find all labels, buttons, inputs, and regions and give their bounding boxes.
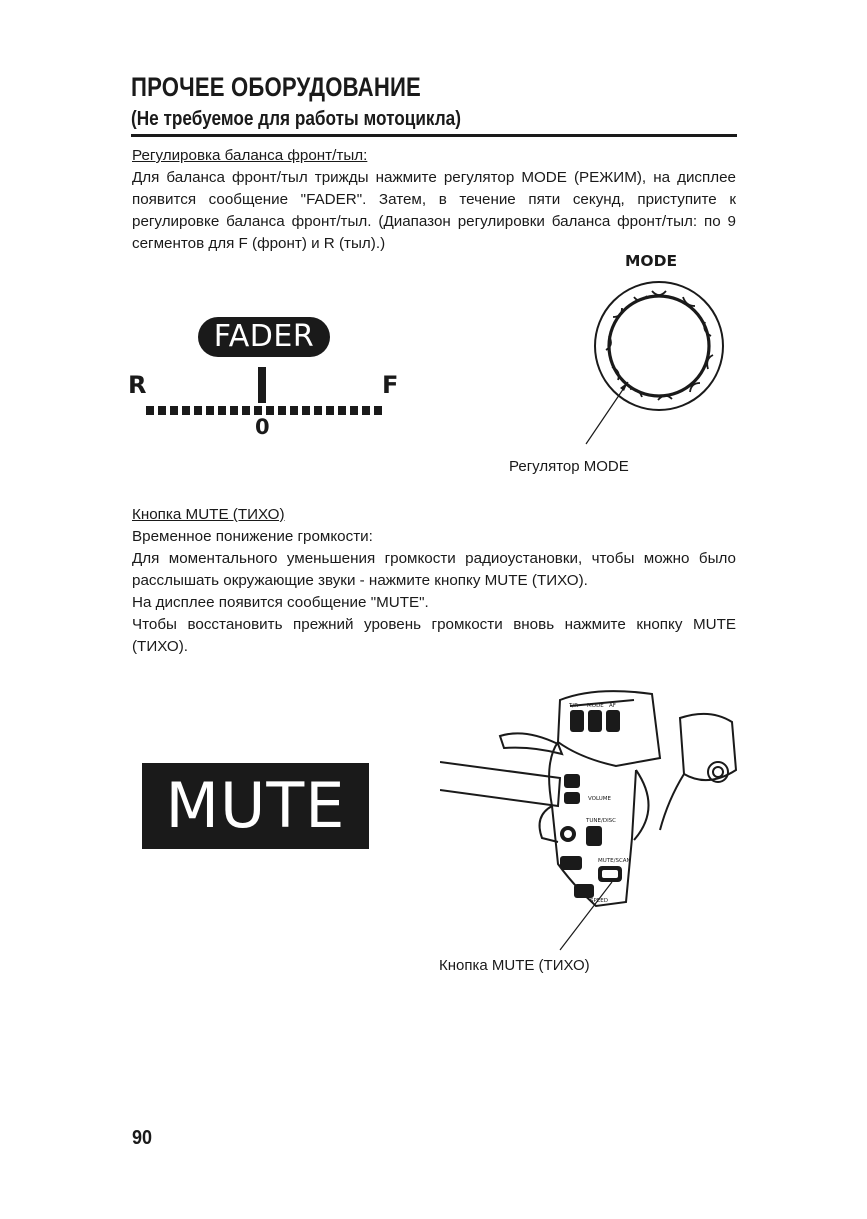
fader-segment-bar [146,406,382,415]
switch-label-speed: SPEED [590,898,608,904]
mode-label: MODE [625,252,678,270]
mute-section-text [132,504,736,658]
mode-pointer-line [560,380,630,450]
fader-rear-label: R [128,371,147,399]
mute-button-caption: Кнопка MUTE (ТИХО) [439,957,590,974]
handlebar-switch-illustration [440,688,740,953]
mute-heading: Кнопка MUTE (ТИХО) [132,506,285,523]
mute-line-2: Для моментального уменьшения громкости радиоустановки, чтобы можно было расслышать окружающие звуки - нажмите кнопку MUTE (ТИХО). [132,550,736,589]
fader-display-illustration [128,315,408,445]
fader-front-label: F [382,371,399,399]
fader-section-text [132,145,736,255]
switch-label-tune: TUNE/DISC [586,818,617,824]
mute-line-1: Временное понижение громкости: [132,528,373,545]
switch-label-volume: VOLUME [588,796,612,802]
title-divider [131,134,737,137]
fader-zero-label: 0 [255,415,270,439]
page-title: ПРОЧЕЕ ОБОРУДОВАНИЕ [131,72,421,102]
switch-label-tr: T/R [569,703,579,709]
fader-center-marker [258,367,266,403]
mode-caption: Регулятор MODE [509,458,629,475]
switch-label-mutescan: MUTE/SCAN [598,858,631,864]
switch-label-af: AF [609,703,616,709]
mute-line-4: Чтобы восстановить прежний уровень громкости вновь нажмите кнопку MUTE (ТИХО). [132,616,736,655]
switch-label-mode: MODE [587,703,604,709]
page-number: 90 [132,1127,153,1149]
fader-badge: FADER [198,317,330,357]
mute-display-badge: MUTE [142,763,369,849]
fader-heading: Регулировка баланса фронт/тыл: [132,147,368,164]
page-subtitle: (Не требуемое для работы мотоцикла) [131,108,461,130]
fader-paragraph: Для баланса фронт/тыл трижды нажмите регулятор MODE (РЕЖИМ), на дисплее появится сообщение "FADER". Затем, в течение пяти секунд, приступите к регулировке баланса фронт/тыл. (Диапазон регулировки баланса фронт/тыл: по 9 сегментов для F (фронт) и R (тыл).) [132,169,736,252]
mute-line-3: На дисплее появится сообщение "MUTE". [132,594,429,611]
